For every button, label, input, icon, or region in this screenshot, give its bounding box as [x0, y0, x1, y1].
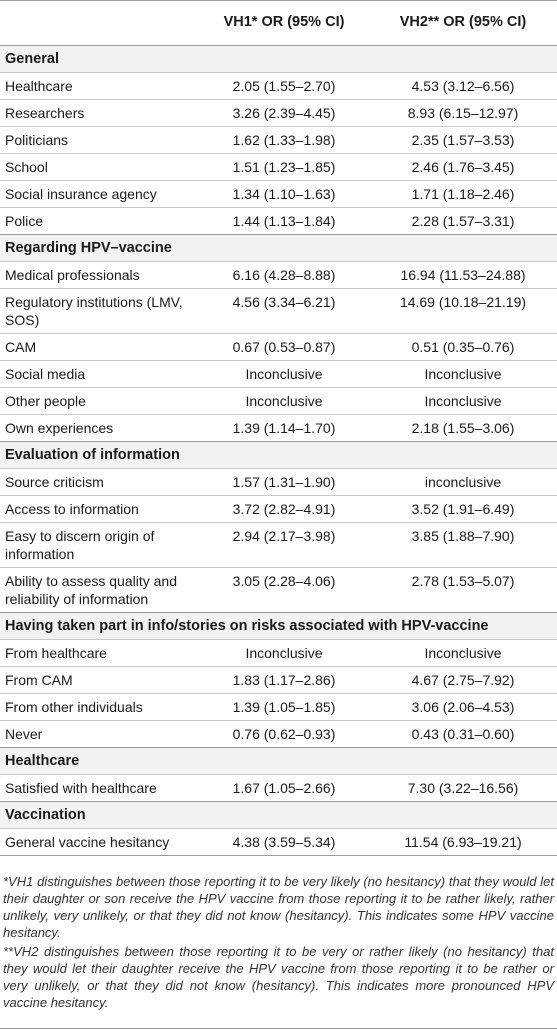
section-title: Regarding HPV–vaccine	[5, 240, 172, 256]
row-label: Satisfied with healthcare	[5, 780, 157, 796]
vh2-value: 14.69 (10.18–21.19)	[399, 294, 527, 310]
section-title: Healthcare	[5, 753, 80, 769]
table-row	[0, 180, 557, 207]
row-label: Ability to assess quality and reliability of information	[5, 573, 177, 607]
vh1-value: 3.72 (2.82–4.91)	[232, 501, 336, 517]
table-row	[0, 468, 557, 495]
vh1-value: 1.39 (1.14–1.70)	[232, 420, 336, 436]
footnote-vh1: *VH1 distinguishes between those reporting it to be very likely (no hesitancy) that they would let their daughter or son receive the HPV vaccine from those reporting it to be rather likely, rather unlikely, very unlikely, or that they did not know (hesitancy). This indicates some HPV vaccine hesitancy.	[3, 874, 554, 940]
vh1-value: 3.05 (2.28–4.06)	[232, 573, 336, 589]
row-label: Regulatory institutions (LMV, SOS)	[5, 294, 183, 328]
section-header	[0, 801, 557, 828]
vh2-value: 3.52 (1.91–6.49)	[411, 501, 515, 517]
row-label: Social media	[5, 366, 86, 382]
table-row	[0, 666, 557, 693]
vh2-value: 3.06 (2.06–4.53)	[411, 699, 515, 715]
row-label: Politicians	[5, 132, 69, 148]
section-header	[0, 234, 557, 261]
row-label: Other people	[5, 393, 86, 409]
vh2-value: 7.30 (3.22–16.56)	[407, 780, 519, 796]
row-label: Researchers	[5, 105, 85, 121]
vh1-value: Inconclusive	[245, 366, 323, 382]
vh1-value: 1.34 (1.10–1.63)	[232, 186, 336, 202]
section-header	[0, 612, 557, 639]
vh1-value: 0.67 (0.53–0.87)	[232, 339, 336, 355]
table-row	[0, 207, 557, 234]
table-row	[0, 720, 557, 747]
table-row	[0, 72, 557, 99]
table-row	[0, 495, 557, 522]
vh2-value: 2.35 (1.57–3.53)	[411, 132, 515, 148]
vh1-value: 0.76 (0.62–0.93)	[232, 726, 336, 742]
row-label: General vaccine hesitancy	[5, 834, 170, 850]
row-label: Own experiences	[5, 420, 114, 436]
row-label: Never	[5, 726, 43, 742]
section-header	[0, 441, 557, 468]
vh2-value: 4.53 (3.12–6.56)	[411, 78, 515, 94]
table-row	[0, 126, 557, 153]
row-label: From CAM	[5, 672, 73, 688]
row-label: From other individuals	[5, 699, 143, 715]
vh2-value: 8.93 (6.15–12.97)	[407, 105, 519, 121]
header-vh1: VH1* OR (95% CI)	[223, 14, 345, 30]
table-row	[0, 99, 557, 126]
vh2-value: 3.85 (1.88–7.90)	[411, 528, 515, 544]
table-row	[0, 333, 557, 360]
vh1-value: 3.26 (2.39–4.45)	[232, 105, 336, 121]
table-row	[0, 693, 557, 720]
table-row	[0, 774, 557, 801]
vh2-value: 16.94 (11.53–24.88)	[400, 267, 526, 283]
vh2-value: Inconclusive	[424, 645, 502, 661]
row-label: From healthcare	[5, 645, 107, 661]
vh1-value: 1.39 (1.05–1.85)	[232, 699, 336, 715]
vh1-value: 1.51 (1.23–1.85)	[232, 159, 336, 175]
row-label: Easy to discern origin of information	[5, 528, 155, 562]
vh1-value: 1.57 (1.31–1.90)	[232, 474, 336, 490]
vh2-value: 2.46 (1.76–3.45)	[411, 159, 515, 175]
vh1-value: 2.05 (1.55–2.70)	[232, 78, 336, 94]
vh2-value: 0.43 (0.31–0.60)	[411, 726, 515, 742]
header-vh2: VH2** OR (95% CI)	[399, 14, 527, 30]
vh1-value: 4.38 (3.59–5.34)	[232, 834, 336, 850]
row-label: Healthcare	[5, 78, 73, 94]
vh2-value: 2.18 (1.55–3.06)	[411, 420, 515, 436]
vh1-value: Inconclusive	[245, 393, 323, 409]
table-row	[0, 639, 557, 666]
vh2-value: Inconclusive	[424, 393, 502, 409]
table-row	[0, 414, 557, 441]
vh1-value: 1.67 (1.05–2.66)	[232, 780, 336, 796]
table-body	[0, 45, 557, 855]
table-row	[0, 288, 557, 333]
vh2-value: 2.78 (1.53–5.07)	[411, 573, 515, 589]
vh2-value: Inconclusive	[424, 366, 502, 382]
section-title: Having taken part in info/stories on risks associated with HPV-vaccine	[5, 618, 489, 634]
table-row	[0, 153, 557, 180]
vh1-value: 4.56 (3.34–6.21)	[232, 294, 336, 310]
vh1-value: 6.16 (4.28–8.88)	[232, 267, 336, 283]
vh1-value: 2.94 (2.17–3.98)	[232, 528, 336, 544]
table-row	[0, 522, 557, 567]
vh2-value: inconclusive	[424, 474, 502, 490]
vh2-value: 0.51 (0.35–0.76)	[411, 339, 515, 355]
row-label: Source criticism	[5, 474, 104, 490]
vh2-value: 11.54 (6.93–19.21)	[404, 834, 522, 850]
row-label: CAM	[5, 339, 37, 355]
vh2-value: 4.67 (2.75–7.92)	[411, 672, 515, 688]
table-header	[0, 0, 557, 45]
section-header	[0, 747, 557, 774]
table-row	[0, 828, 557, 855]
section-title: Vaccination	[5, 807, 86, 823]
vh1-value: 1.62 (1.33–1.98)	[232, 132, 336, 148]
section-title: Evaluation of information	[5, 447, 180, 463]
vh2-value: 2.28 (1.57–3.31)	[411, 213, 515, 229]
row-label: School	[5, 159, 48, 175]
table-row	[0, 567, 557, 612]
vh2-value: 1.71 (1.18–2.46)	[411, 186, 515, 202]
table-row	[0, 360, 557, 387]
footnotes	[0, 863, 557, 1011]
row-label: Access to information	[5, 501, 139, 517]
footnote-vh2: **VH2 distinguishes between those reporting it to be very or rather likely (no hesitancy) that they would let their daughter receive the HPV vaccine from those reporting it to be rather or very unlikely, or that they did not know (hesitancy). This indicates more pronounced HPV vaccine hesitancy.	[3, 944, 554, 1010]
table-row	[0, 387, 557, 414]
row-label: Social insurance agency	[5, 186, 157, 202]
table-end-rule	[0, 855, 557, 856]
vh1-value: Inconclusive	[245, 645, 323, 661]
vh1-value: 1.83 (1.17–2.86)	[232, 672, 336, 688]
row-label: Police	[5, 213, 44, 229]
vh1-value: 1.44 (1.13–1.84)	[232, 213, 336, 229]
bottom-rule	[0, 1028, 557, 1029]
section-title: General	[5, 51, 59, 67]
row-label: Medical professionals	[5, 267, 140, 283]
section-header	[0, 45, 557, 72]
table-row	[0, 261, 557, 288]
